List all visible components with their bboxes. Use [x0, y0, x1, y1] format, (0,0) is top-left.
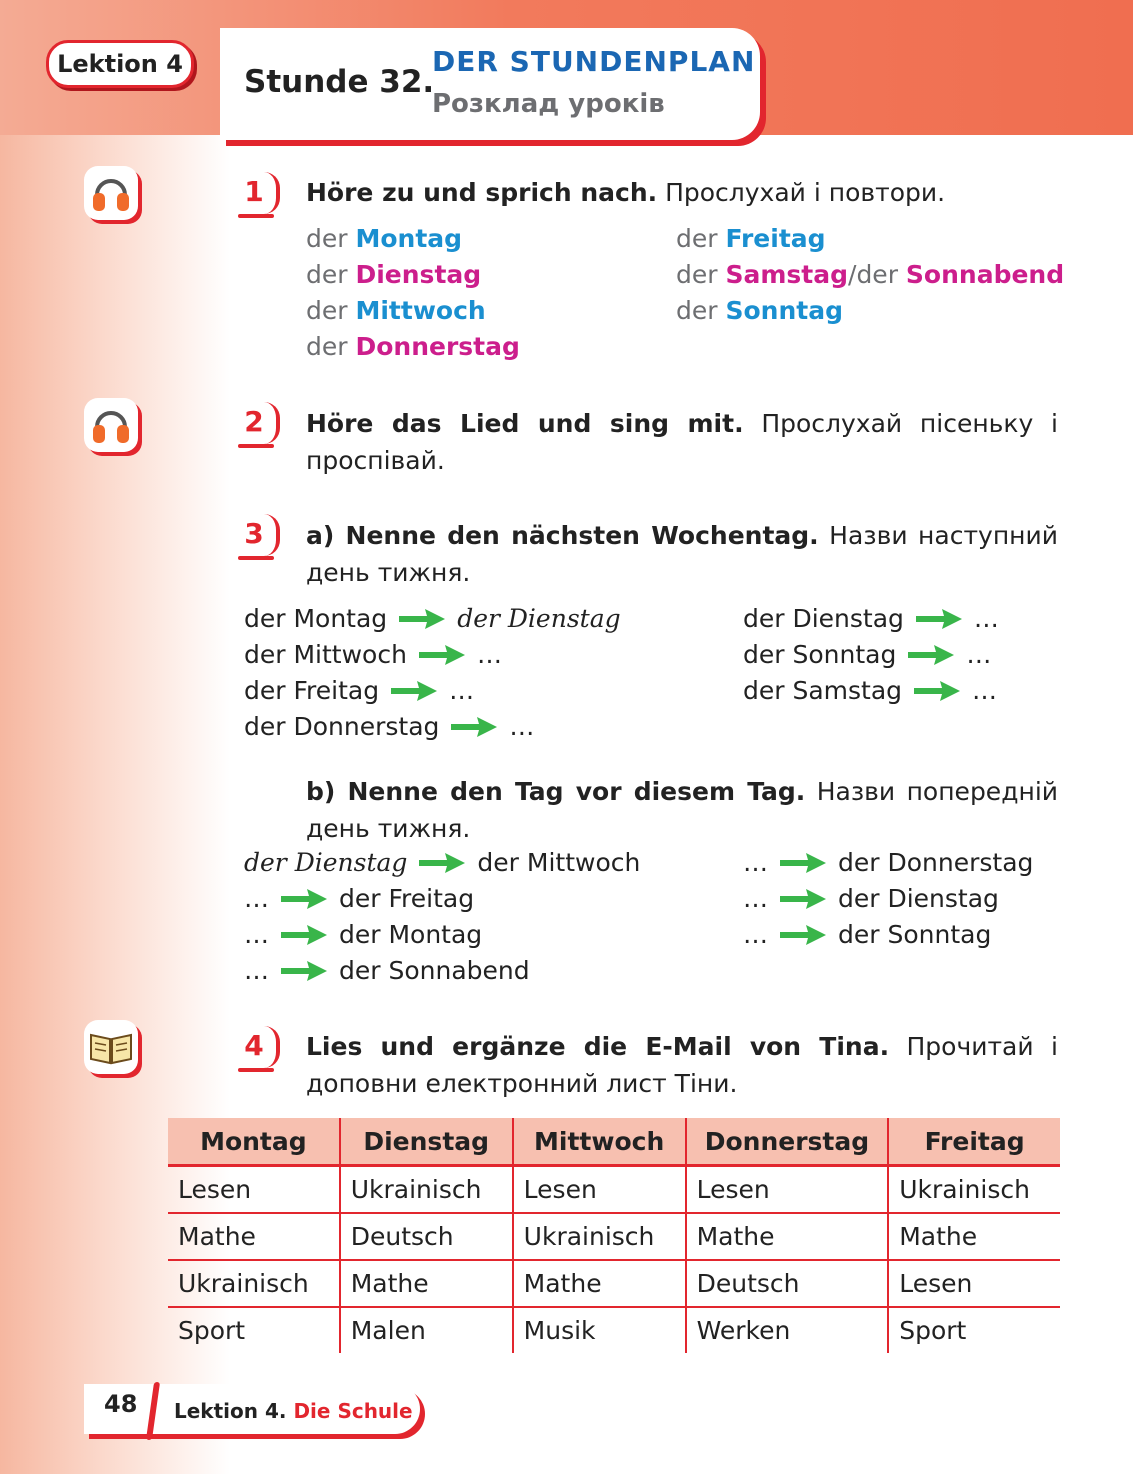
weekday-name: Sonnabend [905, 260, 1065, 289]
timetable-cell: Lesen [686, 1166, 889, 1214]
row-to: … [972, 676, 998, 705]
weekday-name: Freitag [725, 224, 826, 253]
timetable-cell: Lesen [168, 1166, 340, 1214]
task1-instruction-uk: Прослухай і повтори. [665, 178, 946, 207]
row-to: der Freitag [339, 884, 475, 913]
weekday-item [306, 221, 462, 257]
exercise-row [244, 953, 530, 989]
timetable-cell: Mathe [513, 1260, 686, 1307]
timetable-header-cell: Montag [168, 1118, 340, 1166]
exercise-row [244, 845, 640, 881]
arrow-right-icon [417, 852, 467, 874]
lektion-badge: Lektion 4 [46, 40, 194, 88]
task4-instruction [306, 1028, 1058, 1102]
lesson-number: Stunde 32. [244, 64, 435, 100]
exercise-row [244, 881, 474, 917]
task3a-instruction-de: a) Nenne den nächsten Wochentag. [306, 521, 819, 550]
timetable-cell: Deutsch [686, 1260, 889, 1307]
task4-instruction-de: Lies und ergänze die E-Mail von Tina. [306, 1032, 890, 1061]
footer-topic: Die Schule [293, 1399, 413, 1423]
arrow-right-icon [778, 888, 828, 910]
weekday-name: Montag [355, 224, 463, 253]
headphones-icon[interactable] [84, 398, 138, 452]
row-from: … [244, 956, 269, 985]
timetable-cell: Sport [888, 1307, 1060, 1353]
timetable-header-row [168, 1118, 1060, 1166]
timetable-cell: Ukrainisch [888, 1166, 1060, 1214]
arrow-right-icon [449, 716, 499, 738]
timetable-cell: Musik [513, 1307, 686, 1353]
task3b-instruction-de: b) Nenne den Tag vor diesem Tag. [306, 777, 806, 806]
page-subtitle: Розклад уроків [432, 89, 665, 119]
task1-instruction-de: Höre zu und sprich nach. [306, 178, 658, 207]
row-from: … [244, 884, 269, 913]
headphones-icon[interactable] [84, 166, 138, 220]
arrow-right-icon [279, 888, 329, 910]
weekday-name: Dienstag [355, 260, 482, 289]
row-to: … [476, 640, 502, 669]
timetable-cell: Werken [686, 1307, 889, 1353]
weekday-name: Donnerstag [355, 332, 520, 361]
article: der [306, 224, 356, 253]
arrow-right-icon [397, 608, 447, 630]
task2-instruction [306, 405, 1058, 479]
timetable-cell: Malen [340, 1307, 513, 1353]
timetable-header-cell: Freitag [888, 1118, 1060, 1166]
timetable-cell: Lesen [513, 1166, 686, 1214]
task4-instruction-uk: Прочитай і доповни електронний лист Тіни. [306, 1032, 1058, 1098]
timetable-row [168, 1166, 1060, 1214]
timetable-cell: Mathe [340, 1260, 513, 1307]
arrow-right-icon [778, 924, 828, 946]
weekday-item [676, 221, 826, 257]
task-number-3: 3 [232, 512, 276, 558]
exercise-row [244, 601, 621, 637]
row-to: der Sonntag [838, 920, 992, 949]
article: der [306, 260, 356, 289]
row-from: der Mittwoch [244, 640, 407, 669]
article: /der [848, 260, 898, 289]
row-to: … [449, 676, 475, 705]
arrow-right-icon [279, 924, 329, 946]
exercise-row [244, 917, 482, 953]
timetable-cell: Mathe [168, 1213, 340, 1260]
exercise-row [244, 637, 502, 673]
row-to: der Donnerstag [838, 848, 1034, 877]
exercise-row [743, 917, 991, 953]
weekday-item [306, 257, 481, 293]
task3a-instruction [306, 517, 1058, 591]
weekday-name: Sonntag [725, 296, 843, 325]
row-from: … [743, 920, 768, 949]
article: der [676, 224, 726, 253]
weekday-item [676, 257, 1064, 293]
row-from: der Dienstag [244, 848, 408, 877]
footer-title [174, 1399, 413, 1423]
timetable-cell: Sport [178, 1316, 246, 1345]
row-to: … [966, 640, 992, 669]
row-from: der Freitag [244, 676, 380, 705]
exercise-row [743, 637, 991, 673]
row-from: der Sonntag [743, 640, 897, 669]
exercise-row [743, 673, 997, 709]
book-icon[interactable] [84, 1020, 138, 1074]
timetable-header-cell: Mittwoch [513, 1118, 686, 1166]
row-to: … [509, 712, 535, 741]
exercise-row [743, 881, 999, 917]
timetable-cell: Mathe [888, 1213, 1060, 1260]
arrow-right-icon [389, 680, 439, 702]
timetable-cell: Ukrainisch [513, 1213, 686, 1260]
weekday-name: Mittwoch [355, 296, 486, 325]
row-to: der Montag [339, 920, 483, 949]
row-from: … [743, 848, 768, 877]
timetable-cell: Ukrainisch [168, 1260, 340, 1307]
exercise-row [743, 845, 1033, 881]
arrow-right-icon [778, 852, 828, 874]
arrow-right-icon [279, 960, 329, 982]
row-to: der Dienstag [838, 884, 999, 913]
article: der [676, 260, 726, 289]
row-from: der Donnerstag [244, 712, 440, 741]
timetable-cell: Deutsch [340, 1213, 513, 1260]
article: der [306, 296, 356, 325]
arrow-right-icon [912, 680, 962, 702]
timetable-row [168, 1213, 1060, 1260]
row-to: der Mittwoch [477, 848, 641, 877]
exercise-row [743, 601, 999, 637]
arrow-right-icon [906, 644, 956, 666]
page-title: DER STUNDENPLAN [432, 45, 756, 78]
row-from: der Montag [244, 604, 388, 633]
task-number-1: 1 [232, 170, 276, 216]
row-from: … [244, 920, 269, 949]
weekday-item [676, 293, 843, 329]
timetable-cell: Ukrainisch [340, 1166, 513, 1214]
row-to: … [973, 604, 999, 633]
timetable-row [168, 1307, 1060, 1353]
exercise-row [244, 673, 474, 709]
task2-instruction-uk: Прослухай пісеньку і проспівай. [306, 409, 1058, 475]
exercise-row [244, 709, 534, 745]
timetable-row [168, 1260, 1060, 1307]
task3a-instruction-uk: Назви наступний день тижня. [306, 521, 1059, 587]
page-number: 48 [104, 1390, 138, 1418]
arrow-right-icon [417, 644, 467, 666]
task1-instruction [306, 174, 1058, 211]
timetable-header-cell: Donnerstag [686, 1118, 889, 1166]
article: der [306, 332, 356, 361]
task3b-instruction-uk: Назви попередній день тижня. [306, 777, 1059, 843]
weekday-item [306, 329, 520, 365]
timetable [168, 1118, 1060, 1353]
timetable-cell: Lesen [888, 1260, 1060, 1307]
row-from: der Samstag [743, 676, 903, 705]
timetable-cell: Mathe [686, 1213, 889, 1260]
task-number-2: 2 [232, 400, 276, 446]
weekday-item [306, 293, 486, 329]
row-from: … [743, 884, 768, 913]
article: der [676, 296, 726, 325]
footer-lektion: Lektion 4. [174, 1399, 287, 1423]
row-to: der Sonnabend [339, 956, 530, 985]
task3b-instruction [306, 773, 1058, 847]
weekday-name: Samstag [725, 260, 849, 289]
task2-instruction-de: Höre das Lied und sing mit. [306, 409, 744, 438]
row-to: der Dienstag [457, 604, 621, 633]
arrow-right-icon [914, 608, 964, 630]
timetable-header-cell: Dienstag [340, 1118, 513, 1166]
row-from: der Dienstag [743, 604, 904, 633]
task-number-4: 4 [232, 1024, 276, 1070]
